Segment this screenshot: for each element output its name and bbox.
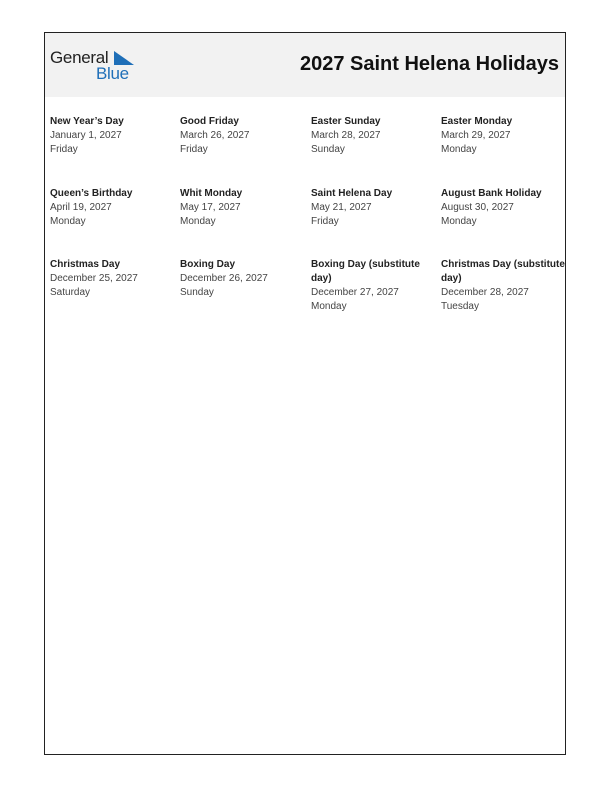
holiday-name: New Year’s Day [50, 116, 124, 127]
holiday-weekday: Friday [50, 144, 78, 155]
holiday-item [441, 115, 565, 157]
holiday-weekday: Friday [180, 144, 208, 155]
holiday-date: December 25, 2027 [50, 273, 138, 284]
holiday-weekday: Friday [311, 216, 339, 227]
holiday-weekday: Monday [180, 216, 216, 227]
holiday-item [311, 258, 435, 314]
holiday-name: Whit Monday [180, 188, 243, 199]
holiday-item [50, 258, 174, 300]
logo-general-text: General [50, 48, 109, 67]
holiday-item [50, 115, 174, 157]
holiday-name: Easter Monday [441, 116, 513, 127]
holiday-item [311, 187, 435, 229]
holiday-weekday: Tuesday [441, 301, 479, 312]
header-bar [45, 33, 565, 97]
holiday-item [180, 187, 304, 229]
holiday-weekday: Monday [441, 216, 477, 227]
logo-blue-text: Blue [96, 64, 129, 83]
holiday-date: April 19, 2027 [50, 202, 112, 213]
holiday-item [441, 187, 565, 229]
holiday-item [311, 115, 435, 157]
holiday-name: Boxing Day [180, 259, 236, 270]
holiday-name: Christmas Day (substitute day) [441, 259, 565, 284]
holiday-item [180, 258, 304, 300]
page-title: 2027 Saint Helena Holidays [299, 53, 559, 75]
holiday-date: March 28, 2027 [311, 130, 381, 141]
holiday-item [441, 258, 565, 314]
holiday-date: May 21, 2027 [311, 202, 372, 213]
holiday-date: March 26, 2027 [180, 130, 250, 141]
holiday-weekday: Saturday [50, 287, 91, 298]
page-frame [44, 32, 566, 755]
holiday-date: March 29, 2027 [441, 130, 511, 141]
generalblue-logo [50, 48, 140, 88]
holiday-date: December 27, 2027 [311, 287, 399, 298]
holiday-name: Easter Sunday [311, 116, 381, 127]
holiday-name: Boxing Day (substitute day) [311, 259, 420, 284]
holiday-name: August Bank Holiday [441, 188, 542, 199]
holiday-weekday: Monday [50, 216, 86, 227]
holiday-name: Christmas Day [50, 259, 121, 270]
holiday-weekday: Sunday [311, 144, 345, 155]
holiday-date: December 26, 2027 [180, 273, 268, 284]
holiday-weekday: Monday [441, 144, 477, 155]
holiday-name: Saint Helena Day [311, 188, 393, 199]
holiday-date: December 28, 2027 [441, 287, 529, 298]
holiday-item [180, 115, 304, 157]
holiday-date: August 30, 2027 [441, 202, 514, 213]
logo-triangle-icon [114, 51, 134, 65]
holiday-name: Good Friday [180, 116, 239, 127]
holiday-date: January 1, 2027 [50, 130, 122, 141]
holiday-item [50, 187, 174, 229]
holiday-date: May 17, 2027 [180, 202, 241, 213]
holiday-name: Queen’s Birthday [50, 188, 133, 199]
holiday-weekday: Sunday [180, 287, 214, 298]
holiday-weekday: Monday [311, 301, 347, 312]
